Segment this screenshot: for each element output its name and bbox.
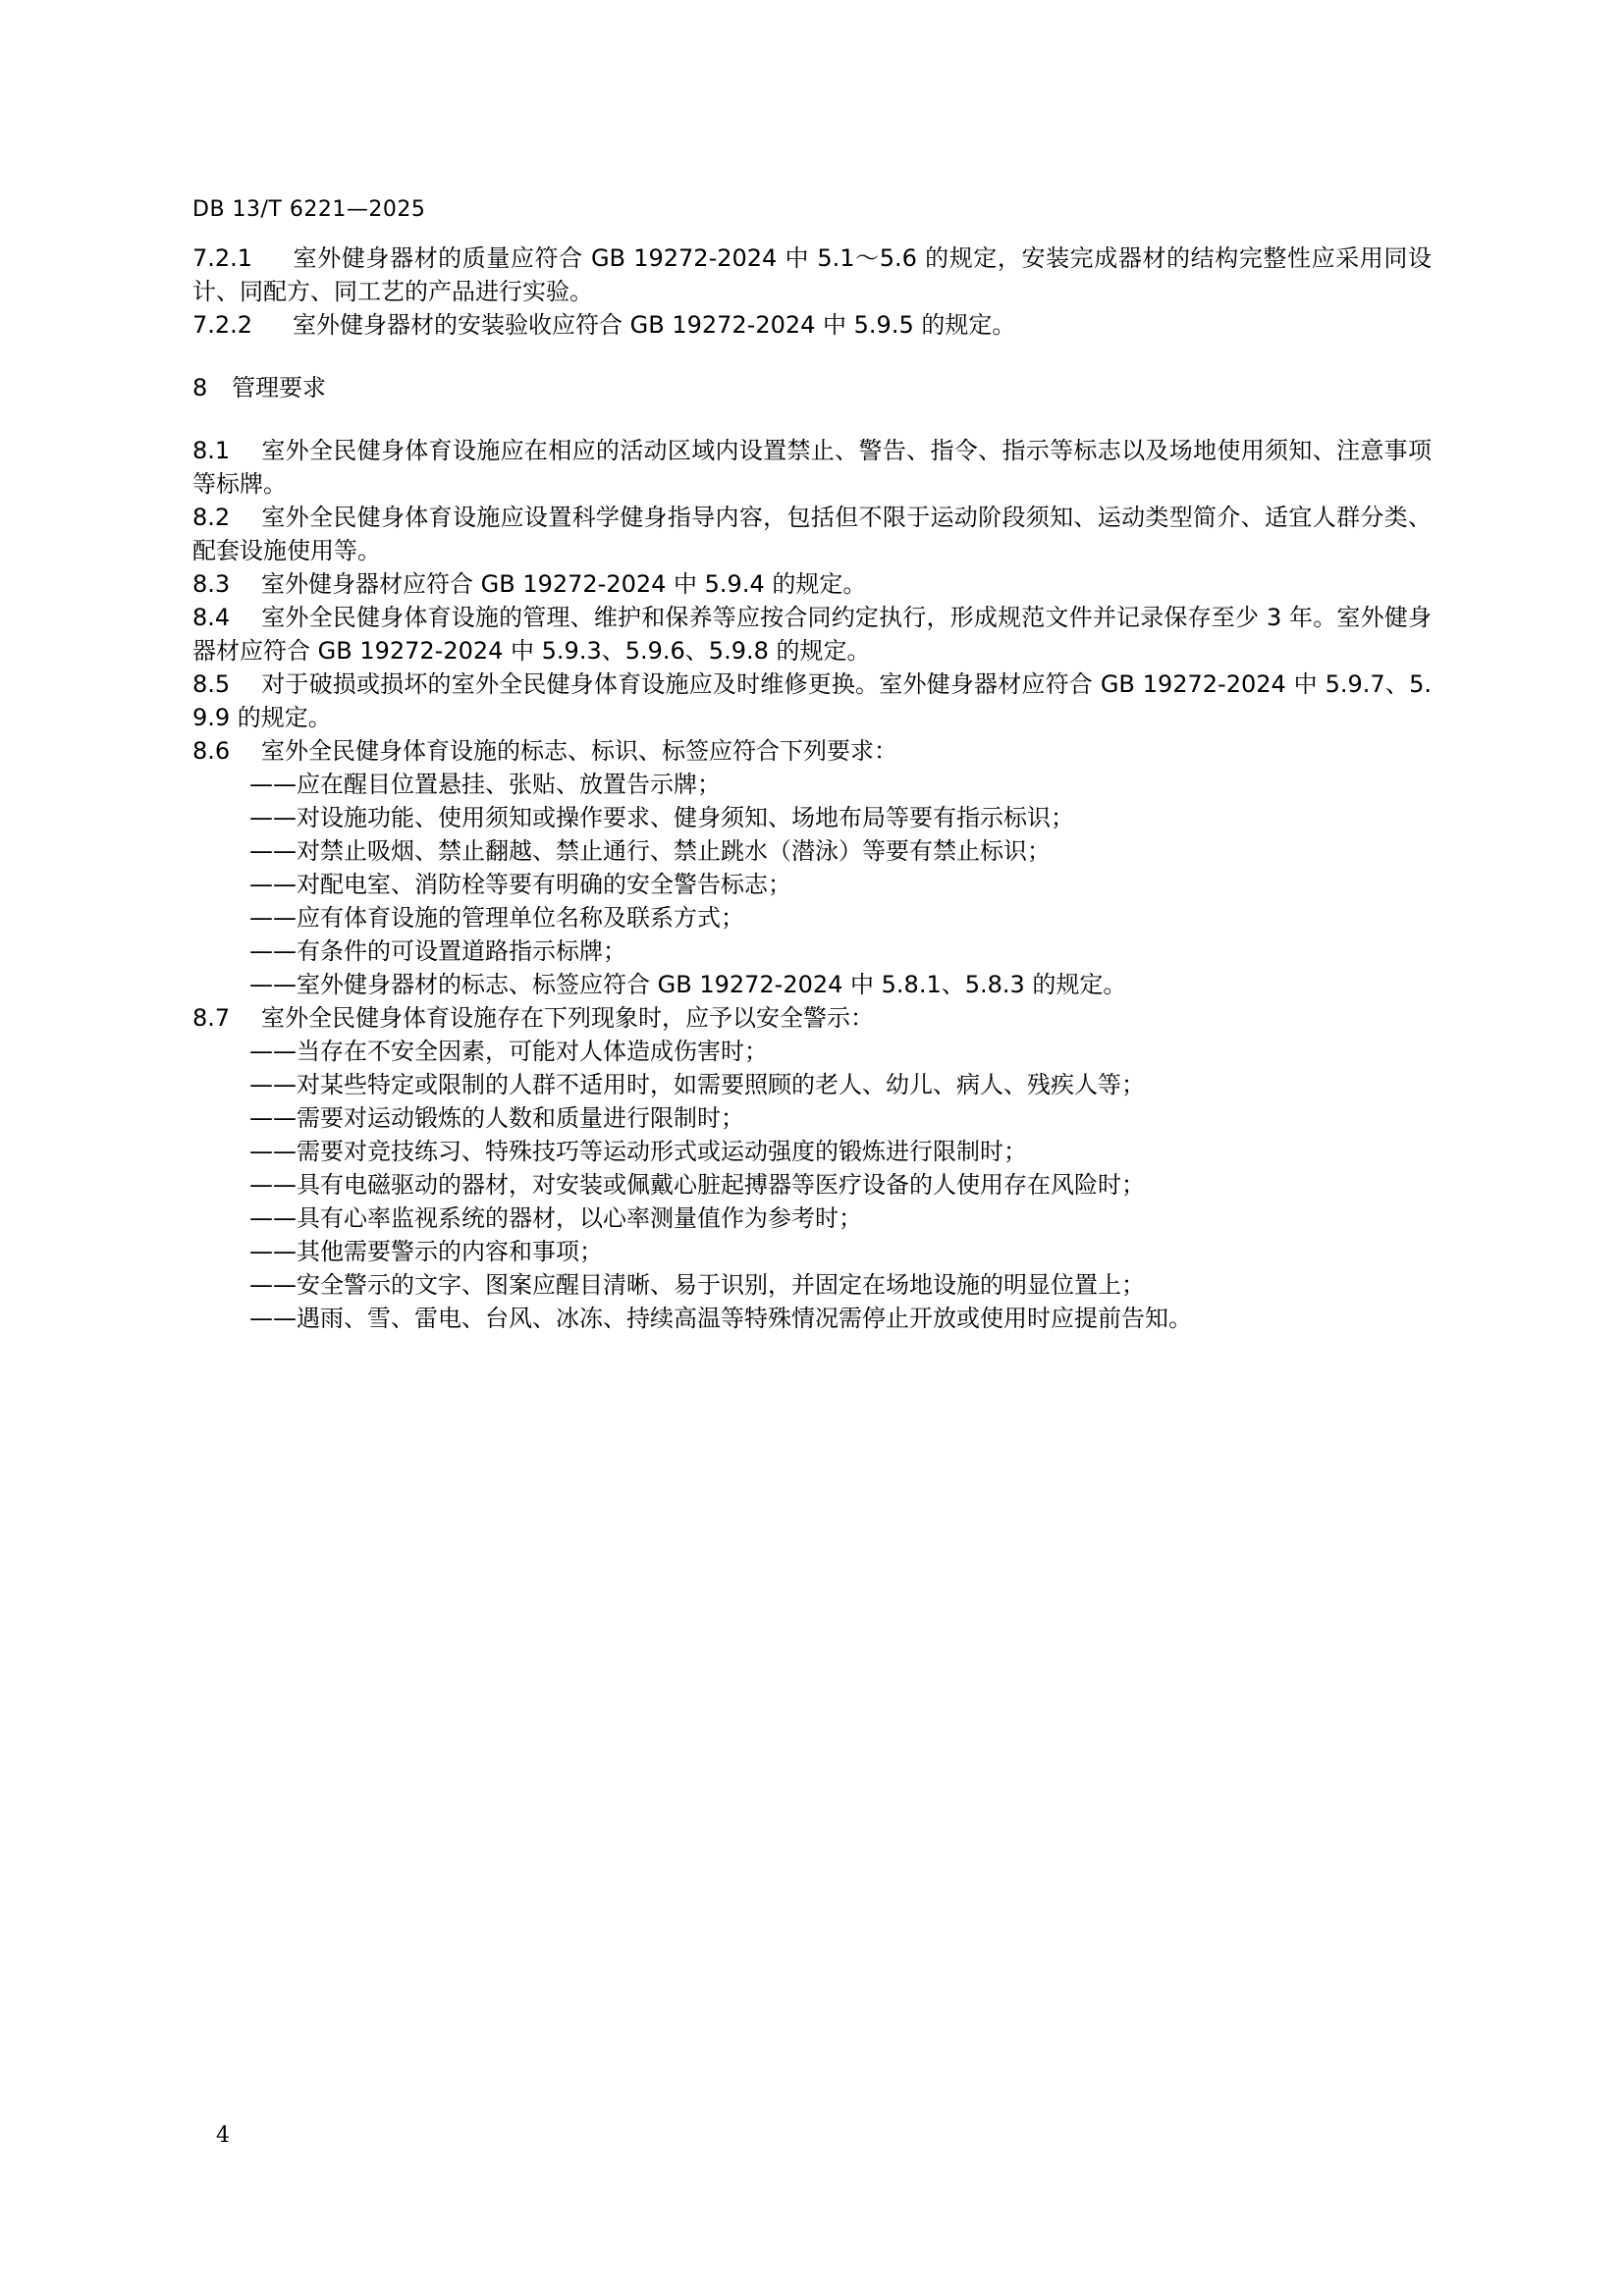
- clause-number: 8.7: [192, 1004, 231, 1032]
- clause-7-2-1: [192, 241, 1432, 308]
- list-item: ——具有心率监视系统的器材，以心率测量值作为参考时；: [249, 1204, 862, 1232]
- list-item: ——当存在不安全因素，可能对人体造成伤害时；: [249, 1038, 768, 1065]
- clause-text: 对于破损或损坏的室外全民健身体育设施应及时维修更换。室外健身器材应符合 GB 19272-2024 中 5.9.7、5.9.9 的规定。: [192, 670, 1432, 731]
- clause-number: 8.6: [192, 737, 231, 765]
- list-item: ——对禁止吸烟、禁止翻越、禁止通行、禁止跳水（潜泳）等要有禁止标识；: [249, 837, 1051, 865]
- clause-number: 8.5: [192, 670, 231, 698]
- list-item: ——具有电磁驱动的器材，对安装或佩戴心脏起搏器等医疗设备的人使用存在风险时；: [249, 1171, 1145, 1199]
- clause-8-4: [192, 601, 1432, 667]
- clause-text: 室外全民健身体育设施应设置科学健身指导内容，包括但不限于运动阶段须知、运动类型简介、适宜人群分类、配套设施使用等。: [192, 504, 1432, 564]
- clause-8-7: [192, 1001, 1432, 1035]
- clause-8-2: [192, 501, 1432, 567]
- list-item: ——有条件的可设置道路指示标牌；: [249, 937, 626, 965]
- clause-number: 7.2.2: [192, 311, 253, 339]
- clause-number: 8.3: [192, 570, 231, 598]
- list-item: ——室外健身器材的标志、标签应符合 GB 19272-2024 中 5.8.1、5.8.3 的规定。: [249, 971, 1127, 998]
- list-item: ——需要对竞技练习、特殊技巧等运动形式或运动强度的锻炼进行限制时；: [249, 1138, 1027, 1165]
- list-item: ——遇雨、雪、雷电、台风、冰冻、持续高温等特殊情况需停止开放或使用时应提前告知。: [249, 1305, 1192, 1332]
- list-item: ——其他需要警示的内容和事项；: [249, 1238, 603, 1265]
- clause-text: 室外健身器材的质量应符合 GB 19272-2024 中 5.1～5.6 的规定，安装完成器材的结构完整性应采用同设计、同配方、同工艺的产品进行实验。: [192, 244, 1432, 305]
- page-number: 4: [216, 2123, 230, 2148]
- list-item: ——对某些特定或限制的人群不适用时，如需要照顾的老人、幼儿、病人、残疾人等；: [249, 1071, 1145, 1098]
- clause-text: 室外健身器材的安装验收应符合 GB 19272-2024 中 5.9.5 的规定。: [293, 311, 1016, 339]
- clause-text: 室外全民健身体育设施的管理、维护和保养等应按合同约定执行，形成规范文件并记录保存至少 3 年。室外健身器材应符合 GB 19272-2024 中 5.9.3、5.9.6、5.9.8 的规定。: [192, 604, 1432, 665]
- clause-8-6: [192, 734, 1432, 768]
- clause-8-1: [192, 434, 1432, 501]
- list-item: ——安全警示的文字、图案应醒目清晰、易于识别，并固定在场地设施的明显位置上；: [249, 1271, 1145, 1299]
- clause-number: 7.2.1: [192, 244, 253, 272]
- clause-7-2-2: [192, 308, 1432, 342]
- clause-text: 室外全民健身体育设施的标志、标识、标签应符合下列要求：: [261, 737, 897, 765]
- document-body: [192, 241, 1432, 1335]
- list-item: ——需要对运动锻炼的人数和质量进行限制时；: [249, 1104, 744, 1132]
- list-item: ——对配电室、消防栓等要有明确的安全警告标志；: [249, 871, 791, 898]
- clause-text: 室外健身器材应符合 GB 19272-2024 中 5.9.4 的规定。: [261, 570, 867, 598]
- section-heading-8: [192, 371, 1432, 404]
- clause-number: 8.4: [192, 604, 231, 631]
- section-title-text: 管理要求: [232, 374, 326, 401]
- clause-number: 8.2: [192, 504, 231, 531]
- clause-text: 室外全民健身体育设施应在相应的活动区域内设置禁止、警告、指令、指示等标志以及场地使用须知、注意事项等标牌。: [192, 437, 1432, 498]
- document-code: DB 13/T 6221—2025: [192, 197, 426, 222]
- clause-8-3: [192, 567, 1432, 601]
- clause-text: 室外全民健身体育设施存在下列现象时，应予以安全警示：: [261, 1004, 874, 1032]
- list-item: ——对设施功能、使用须知或操作要求、健身须知、场地布局等要有指示标识；: [249, 804, 1074, 831]
- list-item: ——应有体育设施的管理单位名称及联系方式；: [249, 904, 744, 932]
- clause-number: 8.1: [192, 437, 231, 464]
- list-item: ——应在醒目位置悬挂、张贴、放置告示牌；: [249, 771, 721, 798]
- clause-8-5: [192, 667, 1432, 734]
- section-number: 8: [192, 374, 208, 401]
